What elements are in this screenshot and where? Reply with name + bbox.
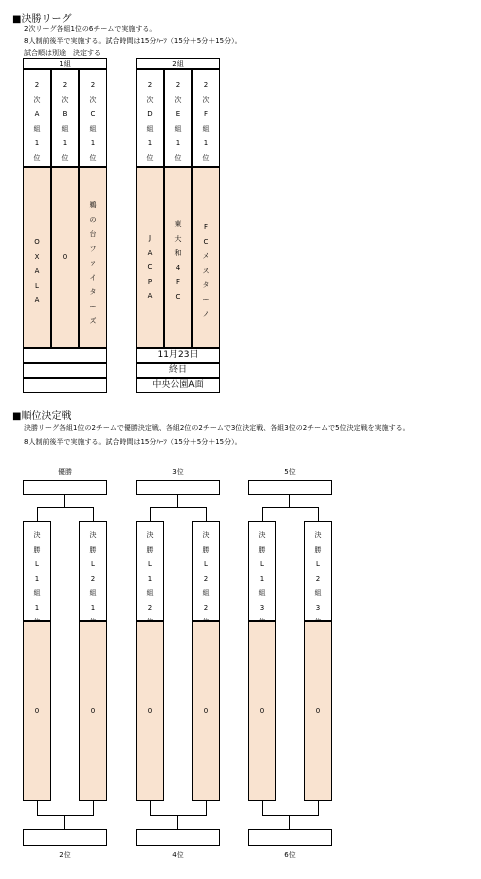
group2-venue: 中央公園A面 [136,378,220,393]
bracket-final-top-label: 優勝 [58,468,72,476]
group1-col-c-header-text: 2 次 C 組 1 位 [89,81,97,162]
ranking-desc-2: 8人制前後半で実施する。試合時間は15分ﾊｰﾌ（15分＋5分＋15分）。 [24,438,242,446]
bracket-third-winner-box [136,480,220,495]
bracket-fifth-right-label: 決 勝 L 2 組 3 [314,531,322,612]
bracket-third-right-value: 0 [203,707,209,715]
bracket-fifth-left-value: 0 [259,707,265,715]
league-heading: ■決勝リーグ [12,14,72,25]
bracket-final-drop-left [37,507,38,521]
group1-col-c-header [79,69,107,167]
group2-team-e [164,167,192,348]
group2-team-f [192,167,220,348]
bracket-final-drop-right [93,507,94,521]
bracket-final-left-team [23,621,51,801]
bracket-third-top-label: 3位 [172,468,184,476]
bracket-fifth-stem-top [289,495,290,507]
bracket-final-stem-top [64,495,65,507]
group1-label: 1組 [23,58,107,69]
bracket-third-drop-left [150,507,151,521]
group1-date-cell [23,348,107,363]
bracket-third-stem-bottom [177,815,178,829]
bracket-final-right-value: 0 [90,707,96,715]
bracket-third-rise-left [150,801,151,815]
bracket-third-right-team [192,621,220,801]
bracket-fifth-top-label: 5位 [284,468,296,476]
bracket-final-rise-left [37,801,38,815]
bracket-fifth-left-label: 決 勝 L 1 組 3 [258,531,266,612]
group2-team-e-text: 東 大 和 4 F C [174,220,182,301]
bracket-fifth-right-value: 0 [315,707,321,715]
bracket-third-bar-bottom [150,815,207,816]
bracket-final-left-label: 決 勝 L 1 組 1 [33,531,41,612]
bracket-fifth-left-header [248,521,276,621]
group1-team-a-text: O X A L A [34,238,40,304]
group1-team-b-text: 0 [62,253,68,261]
bracket-fifth-stem-bottom [289,815,290,829]
group1-time-cell [23,363,107,378]
bracket-fifth-right-header [304,521,332,621]
bracket-final-right-team [79,621,107,801]
bracket-final-rise-right [93,801,94,815]
bracket-final-bottom-label: 2位 [59,851,71,859]
bracket-final-right-label: 決 勝 L 2 組 1 [89,531,97,612]
bracket-third-left-label: 決 勝 L 1 組 2 [146,531,154,612]
group1-col-b-header-text: 2 次 B 組 1 位 [61,81,69,162]
bracket-fifth-bar-bottom [262,815,319,816]
group2-col-e-header [164,69,192,167]
group2-col-d-header [136,69,164,167]
league-desc-1: 2次リーグ各組1位の6チームで実施する。 [24,25,157,33]
bracket-third-bottom-label: 4位 [172,851,184,859]
group1-col-a-header-text: 2 次 A 組 1 位 [33,81,41,162]
bracket-third-right-header [192,521,220,621]
bracket-fifth-loser-box [248,829,332,846]
group1-venue-cell [23,378,107,393]
bracket-third-left-header [136,521,164,621]
group1-col-b-header [51,69,79,167]
bracket-fifth-drop-left [262,507,263,521]
bracket-third-stem-top [177,495,178,507]
group2-team-f-text: F C メ ス タ ー ノ [202,223,210,318]
bracket-final-bar-bottom [37,815,94,816]
group2-col-d-header-text: 2 次 D 組 1 位 [146,81,154,162]
bracket-fifth-right-team [304,621,332,801]
bracket-third-left-value: 0 [147,707,153,715]
bracket-final-runnerup-box [23,829,107,846]
league-desc-2: 8人制前後半で実施する。試合時間は15分ﾊｰﾌ（15分＋5分＋15分）。 [24,37,242,45]
group1-col-a-header [23,69,51,167]
bracket-third-loser-box [136,829,220,846]
bracket-third-left-team [136,621,164,801]
group1-team-c [79,167,107,348]
bracket-fifth-left-team [248,621,276,801]
bracket-final-bar-top [37,507,93,508]
group1-team-b [51,167,79,348]
bracket-third-right-label: 決 勝 L 2 組 2 [202,531,210,612]
group2-col-f-header [192,69,220,167]
league-desc-3: 試合順は別途 決定する [24,49,101,57]
bracket-final-right-header [79,521,107,621]
group2-team-d-text: J A C P A [147,234,153,300]
bracket-fifth-rise-left [262,801,263,815]
bracket-fifth-winner-box [248,480,332,495]
group2-label: 2組 [136,58,220,69]
group1-team-a [23,167,51,348]
bracket-third-bar-top [150,507,206,508]
bracket-final-stem-bottom [64,815,65,829]
group2-date: 11月23日 [136,348,220,363]
group1-team-c-text: 鵜 の 台 フ ァ イ タ ー ズ [89,201,97,325]
bracket-final-left-value: 0 [34,707,40,715]
group2-team-d [136,167,164,348]
group2-time: 終日 [136,363,220,378]
bracket-third-drop-right [206,507,207,521]
group2-col-e-header-text: 2 次 E 組 1 位 [174,81,182,162]
bracket-final-left-header [23,521,51,621]
ranking-desc-1: 決勝リーグ各組1位の2チームで優勝決定戦、各組2位の2チームで3位決定戦、各組3位の2チームで5位決定戦を実施する。 [24,424,410,432]
bracket-fifth-rise-right [318,801,319,815]
group2-col-f-header-text: 2 次 F 組 1 位 [202,81,210,162]
bracket-third-rise-right [206,801,207,815]
bracket-fifth-bottom-label: 6位 [284,851,296,859]
bracket-fifth-drop-right [318,507,319,521]
bracket-final-winner-box [23,480,107,495]
bracket-fifth-bar-top [262,507,318,508]
ranking-heading: ■順位決定戦 [12,411,72,422]
